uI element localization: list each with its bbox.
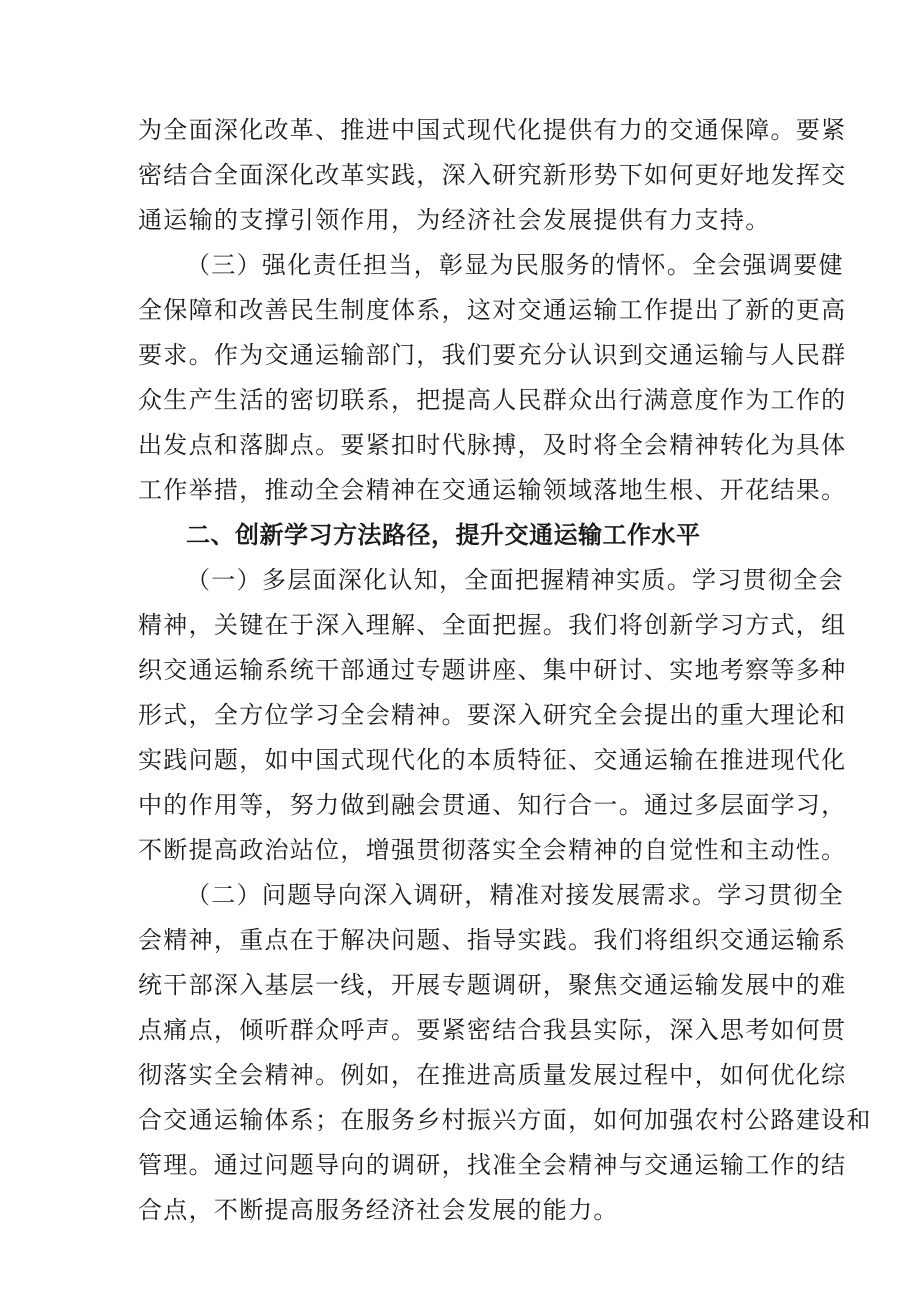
section-2-1-line-1: （一）多层面深化认知，全面把握精神实质。学习贯彻全会: [186, 566, 844, 594]
section-2-2-line-1: （二）问题导向深入调研，精准对接发展需求。学习贯彻全: [186, 881, 844, 909]
section-2-1-line-5: 实践问题，如中国式现代化的本质特征、交通运输在推进现代化: [138, 746, 847, 774]
section-2-2-line-7: 管理。通过问题导向的调研，找准全会精神与交通运输工作的结: [138, 1151, 847, 1179]
intro-line-3: 通运输的支撑引领作用，为经济社会发展提供有力支持。: [138, 206, 771, 234]
section-2-2-line-8: 合点，不断提高服务经济社会发展的能力。: [138, 1196, 619, 1224]
section-2-1-line-2: 精神，关键在于深入理解、全面把握。我们将创新学习方式，组: [138, 611, 847, 639]
section-2-2-line-2: 会精神，重点在于解决问题、指导实践。我们将组织交通运输系: [138, 926, 847, 954]
section-2-2-line-6: 合交通运输体系；在服务乡村振兴方面，如何加强农村公路建设和: [138, 1106, 872, 1134]
section-2-1-line-6: 中的作用等，努力做到融会贯通、知行合一。通过多层面学习，: [138, 791, 847, 819]
section-2-2-line-3: 统干部深入基层一线，开展专题调研，聚焦交通运输发展中的难: [138, 971, 847, 999]
section-2-1-line-7: 不断提高政治站位，增强贯彻落实全会精神的自觉性和主动性。: [138, 836, 847, 864]
intro-line-2: 密结合全面深化改革实践，深入研究新形势下如何更好地发挥交: [138, 161, 847, 189]
section-1-3-line-6: 工作举措，推动全会精神在交通运输领域落地生根、开花结果。: [138, 476, 847, 504]
section-1-3-line-3: 要求。作为交通运输部门，我们要充分认识到交通运输与人民群: [138, 341, 847, 369]
section-1-3-line-2: 全保障和改善民生制度体系，这对交通运输工作提出了新的更高: [138, 296, 847, 324]
section-2-1-line-4: 形式，全方位学习全会精神。要深入研究全会提出的重大理论和: [138, 701, 847, 729]
section-heading-2: 二、创新学习方法路径，提升交通运输工作水平: [186, 521, 701, 549]
section-2-2-line-4: 点痛点，倾听群众呼声。要紧密结合我县实际，深入思考如何贯: [138, 1016, 847, 1044]
section-2-2-line-5: 彻落实全会精神。例如，在推进高质量发展过程中，如何优化综: [138, 1061, 847, 1089]
section-1-3-line-5: 出发点和落脚点。要紧扣时代脉搏，及时将全会精神转化为具体: [138, 431, 847, 459]
intro-line-1: 为全面深化改革、推进中国式现代化提供有力的交通保障。要紧: [138, 116, 847, 144]
section-1-3-line-4: 众生产生活的密切联系，把提高人民群众出行满意度作为工作的: [138, 386, 847, 414]
section-2-1-line-3: 织交通运输系统干部通过专题讲座、集中研讨、实地考察等多种: [138, 656, 847, 684]
section-1-3-line-1: （三）强化责任担当，彰显为民服务的情怀。全会强调要健: [186, 251, 844, 279]
